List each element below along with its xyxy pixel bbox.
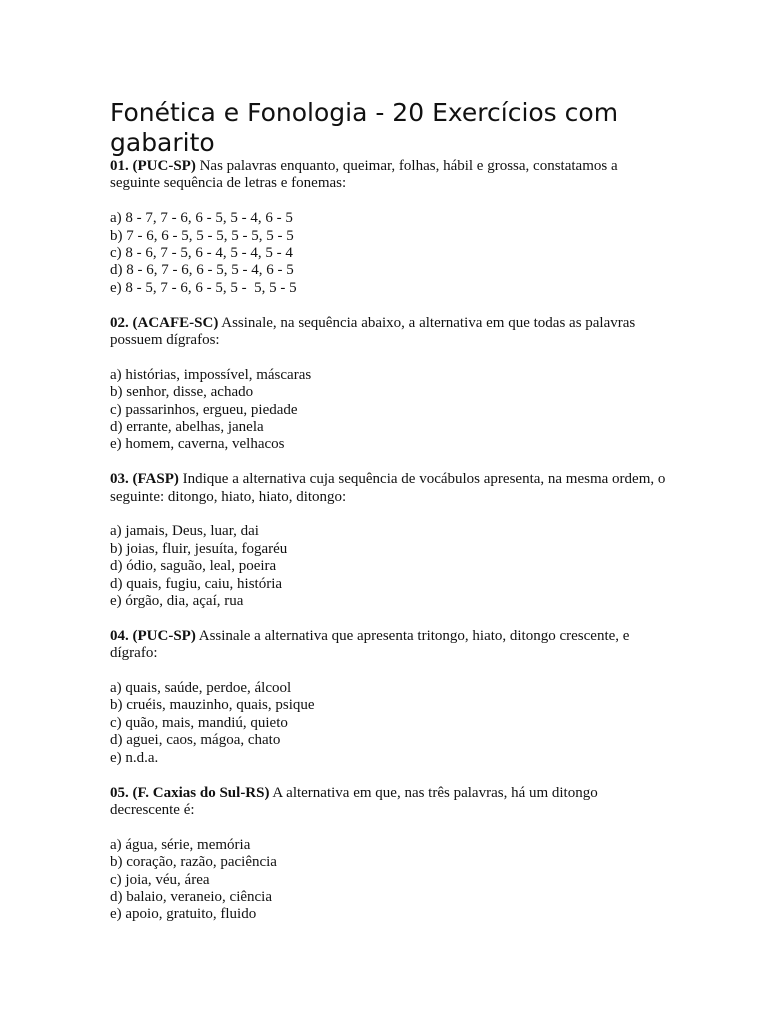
question-04 — [110, 628, 670, 767]
option-d: d) 8 - 6, 7 - 6, 6 - 5, 5 - 4, 6 - 5 — [110, 262, 294, 279]
question-text: Assinale, na sequência abaixo, a alternativa em que todas as palavras possuem dígrafos: — [110, 314, 636, 349]
question-03 — [110, 471, 670, 610]
question-statement — [110, 315, 670, 350]
option-e: e) homem, caverna, velhacos — [110, 436, 285, 453]
question-text: Assinale a alternativa que apresenta tritongo, hiato, ditongo crescente, e dígrafo: — [110, 627, 630, 662]
option-b: b) coração, razão, paciência — [110, 854, 277, 871]
option-a: a) quais, saúde, perdoe, álcool — [110, 680, 292, 697]
option-b: b) joias, fluir, jesuíta, fogaréu — [110, 540, 288, 557]
option-a: a) água, série, memória — [110, 836, 251, 853]
option-c: c) 8 - 6, 7 - 5, 6 - 4, 5 - 4, 5 - 4 — [110, 245, 293, 262]
option-b: b) cruéis, mauzinho, quais, psique — [110, 697, 315, 714]
option-b: b) senhor, disse, achado — [110, 384, 254, 401]
question-number: 01. (PUC-SP) — [110, 158, 196, 174]
option-e: e) órgão, dia, açaí, rua — [110, 593, 244, 610]
question-05 — [110, 785, 670, 924]
question-02 — [110, 315, 670, 454]
question-text: A alternativa em que, nas três palavras, há um ditongo decrescente é: — [110, 784, 598, 818]
title-line-2: gabarito — [110, 128, 215, 157]
option-d: d) errante, abelhas, janela — [110, 419, 264, 436]
option-d: d) aguei, caos, mágoa, chato — [110, 732, 281, 749]
question-text: Indique a alternativa cuja sequência de vocábulos apresenta, na mesma ordem, o seguinte: ditongo, hiato, hiato, ditongo: — [110, 471, 666, 505]
option-a: a) histórias, impossível, máscaras — [110, 366, 312, 383]
option-a: a) 8 - 7, 7 - 6, 6 - 5, 5 - 4, 6 - 5 — [110, 210, 293, 227]
document-title — [110, 98, 670, 158]
option-d: d) balaio, veraneio, ciência — [110, 888, 272, 905]
option-b: b) 7 - 6, 6 - 5, 5 - 5, 5 - 5, 5 - 5 — [110, 227, 294, 244]
question-statement — [110, 628, 670, 663]
option-d: d) quais, fugiu, caiu, história — [110, 575, 283, 592]
option-e: e) 8 - 5, 7 - 6, 6 - 5, 5 - 5, 5 - 5 — [110, 279, 297, 296]
option-c: c) quão, mais, mandiú, quieto — [110, 714, 288, 731]
question-number: 02. (ACAFE-SC) — [110, 314, 219, 331]
title-line-1: Fonética e Fonologia - 20 Exercícios com — [110, 98, 619, 127]
option-c: d) ódio, saguão, leal, poeira — [110, 558, 277, 575]
question-number: 04. (PUC-SP) — [110, 627, 196, 644]
option-e: e) n.d.a. — [110, 749, 159, 766]
question-statement — [110, 471, 670, 506]
question-statement — [110, 785, 670, 820]
question-01 — [110, 158, 670, 297]
option-a: a) jamais, Deus, luar, dai — [110, 523, 259, 540]
document-page — [110, 98, 670, 924]
question-number: 03. (FASP) — [110, 471, 179, 488]
option-e: e) apoio, gratuito, fluido — [110, 906, 257, 923]
question-number: 05. (F. Caxias do Sul-RS) — [110, 784, 270, 801]
question-statement — [110, 158, 670, 193]
question-text: Nas palavras enquanto, queimar, folhas, hábil e grossa, constatamos a seguinte sequência de letras e fonemas: — [110, 158, 618, 192]
option-c: c) joia, véu, área — [110, 871, 210, 888]
option-c: c) passarinhos, ergueu, piedade — [110, 401, 298, 418]
